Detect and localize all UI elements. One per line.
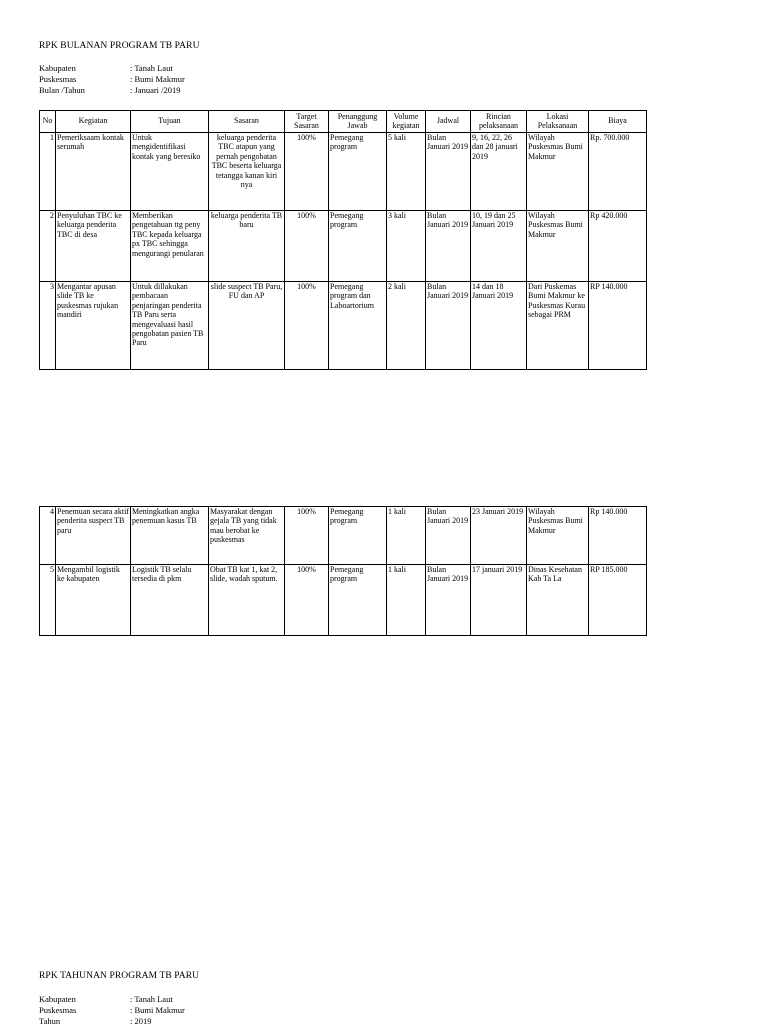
meta-value: : Bumi Makmur (130, 1005, 185, 1015)
cell-sasaran: slide suspect TB Paru, FU dan AP (209, 282, 285, 370)
monthly-plan-table-continued (39, 506, 647, 636)
meta-value: : Tanah Laut (130, 63, 173, 73)
table-row (40, 282, 647, 370)
cell-volume: 5 kali (387, 133, 426, 211)
cell-lokasi: Wilayah Puskesmas Bumi Makmur (527, 133, 589, 211)
cell-tujuan: Memberikan pengetahuan ttg peny TBC kepada keluarga px TBC sehingga mengurangi penularan (131, 211, 209, 282)
cell-biaya: Rp. 700.000 (589, 133, 647, 211)
meta-row-kabupaten (39, 63, 185, 74)
meta-label: Tahun (39, 1016, 61, 1026)
table-row (40, 565, 647, 636)
meta-row-puskesmas (39, 1005, 185, 1016)
header-lokasi: Lokasi Pelaksanaan (527, 111, 589, 133)
meta-row-tahun (39, 1016, 185, 1027)
cell-target: 100% (285, 565, 329, 636)
cell-rincian: 14 dan 18 Januari 2019 (471, 282, 527, 370)
cell-sasaran: Obat TB kat 1, kat 2, slide, wadah sputum. (209, 565, 285, 636)
meta-label: Bulan /Tahun (39, 85, 85, 95)
cell-kegiatan: Mengambil logistik ke kabupaten (56, 565, 131, 636)
header-target: Target Sasaran (285, 111, 329, 133)
cell-no: 3 (40, 282, 56, 370)
cell-jadwal: Bulan Januari 2019 (426, 565, 471, 636)
cell-biaya: RP 140.000 (589, 282, 647, 370)
monthly-meta (39, 63, 185, 96)
cell-sasaran: keluarga penderita TB baru (209, 211, 285, 282)
meta-row-kabupaten (39, 994, 185, 1005)
table-row (40, 507, 647, 565)
meta-value: : 2019 (130, 1016, 152, 1026)
cell-no: 4 (40, 507, 56, 565)
header-sasaran: Sasaran (209, 111, 285, 133)
meta-label: Puskesmas (39, 74, 77, 84)
monthly-title: RPK BULANAN PROGRAM TB PARU (39, 41, 200, 51)
cell-sasaran: keluarga penderita TBC atapun yang pernah pengobatan TBC beserta keluarga tetangga kanan kiri nya (209, 133, 285, 211)
cell-lokasi: Wilayah Puskesmas Bumi Makmur (527, 507, 589, 565)
cell-volume: 1 kali (387, 507, 426, 565)
cell-biaya: Rp 420.000 (589, 211, 647, 282)
meta-row-bulan-tahun (39, 85, 185, 96)
cell-penanggung-jawab: Pemegang program dan Laboartorium (329, 282, 387, 370)
cell-rincian: 23 Januari 2019 (471, 507, 527, 565)
cell-lokasi: Wilayah Puskesmas Bumi Makmur (527, 211, 589, 282)
cell-jadwal: Bulan Januari 2019 (426, 211, 471, 282)
meta-row-puskesmas (39, 74, 185, 85)
cell-lokasi: Dari Puskemas Bumi Makmur ke Puskesmas Kurau sebagai PRM (527, 282, 589, 370)
cell-rincian: 17 januari 2019 (471, 565, 527, 636)
cell-penanggung-jawab: Pemegang program (329, 211, 387, 282)
cell-target: 100% (285, 133, 329, 211)
table-row (40, 211, 647, 282)
cell-target: 100% (285, 282, 329, 370)
header-tujuan: Tujuan (131, 111, 209, 133)
cell-tujuan: Meningkatkan angka penemuan kasus TB (131, 507, 209, 565)
meta-label: Kabupaten (39, 994, 76, 1004)
cell-jadwal: Bulan Januari 2019 (426, 507, 471, 565)
cell-penanggung-jawab: Pemegang program (329, 565, 387, 636)
cell-target: 100% (285, 507, 329, 565)
monthly-plan-table (39, 110, 647, 370)
meta-label: Kabupaten (39, 63, 76, 73)
cell-target: 100% (285, 211, 329, 282)
header-no: No (40, 111, 56, 133)
cell-biaya: RP 185.000 (589, 565, 647, 636)
yearly-title: RPK TAHUNAN PROGRAM TB PARU (39, 971, 200, 981)
table-header-row (40, 111, 647, 133)
cell-no: 5 (40, 565, 56, 636)
meta-value: : Tanah Laut (130, 994, 173, 1004)
meta-value: : Januari /2019 (130, 85, 181, 95)
cell-tujuan: Logistik TB selalu tersedia di pkm (131, 565, 209, 636)
cell-jadwal: Bulan Januari 2019 (426, 282, 471, 370)
cell-sasaran: Masyarakat dengan gejala TB yang tidak mau berobat ke puskesmas (209, 507, 285, 565)
cell-lokasi: Dinas Kesehatan Kab Ta La (527, 565, 589, 636)
cell-rincian: 9, 16, 22, 26 dan 28 januari 2019 (471, 133, 527, 211)
header-biaya: Biaya (589, 111, 647, 133)
header-volume: Volume kegiatan (387, 111, 426, 133)
cell-volume: 1 kali (387, 565, 426, 636)
yearly-meta (39, 994, 185, 1027)
cell-tujuan: Untuk dillakukan pembacaan penjaringan penderita TB Paru serta mengevaluasi hasil pengobatan pasien TB Paru (131, 282, 209, 370)
cell-kegiatan: Penemuan secara aktif penderita suspect TB paru (56, 507, 131, 565)
meta-value: : Bumi Makmur (130, 74, 185, 84)
table-row (40, 133, 647, 211)
header-kegiatan: Kegiatan (56, 111, 131, 133)
cell-tujuan: Untuk mengidentifikasi kontak yang beresiko (131, 133, 209, 211)
cell-kegiatan: Penyuluhan TBC ke keluarga penderita TBC di desa (56, 211, 131, 282)
cell-volume: 2 kali (387, 282, 426, 370)
cell-kegiatan: Mengantar apusan slide TB ke puskesmas rujukan mandiri (56, 282, 131, 370)
cell-penanggung-jawab: Pemegang program (329, 507, 387, 565)
header-penanggung-jawab: Penanggung Jawab (329, 111, 387, 133)
cell-rincian: 10, 19 dan 25 Januari 2019 (471, 211, 527, 282)
cell-kegiatan: Pemeriksaam kontak serumah (56, 133, 131, 211)
cell-volume: 3 kali (387, 211, 426, 282)
cell-no: 1 (40, 133, 56, 211)
header-jadwal: Jadwal (426, 111, 471, 133)
cell-jadwal: Bulan Januari 2019 (426, 133, 471, 211)
meta-label: Puskesmas (39, 1005, 77, 1015)
cell-penanggung-jawab: Pemegang program (329, 133, 387, 211)
header-rincian: Rincian pelaksanaan (471, 111, 527, 133)
cell-biaya: Rp 140.000 (589, 507, 647, 565)
cell-no: 2 (40, 211, 56, 282)
